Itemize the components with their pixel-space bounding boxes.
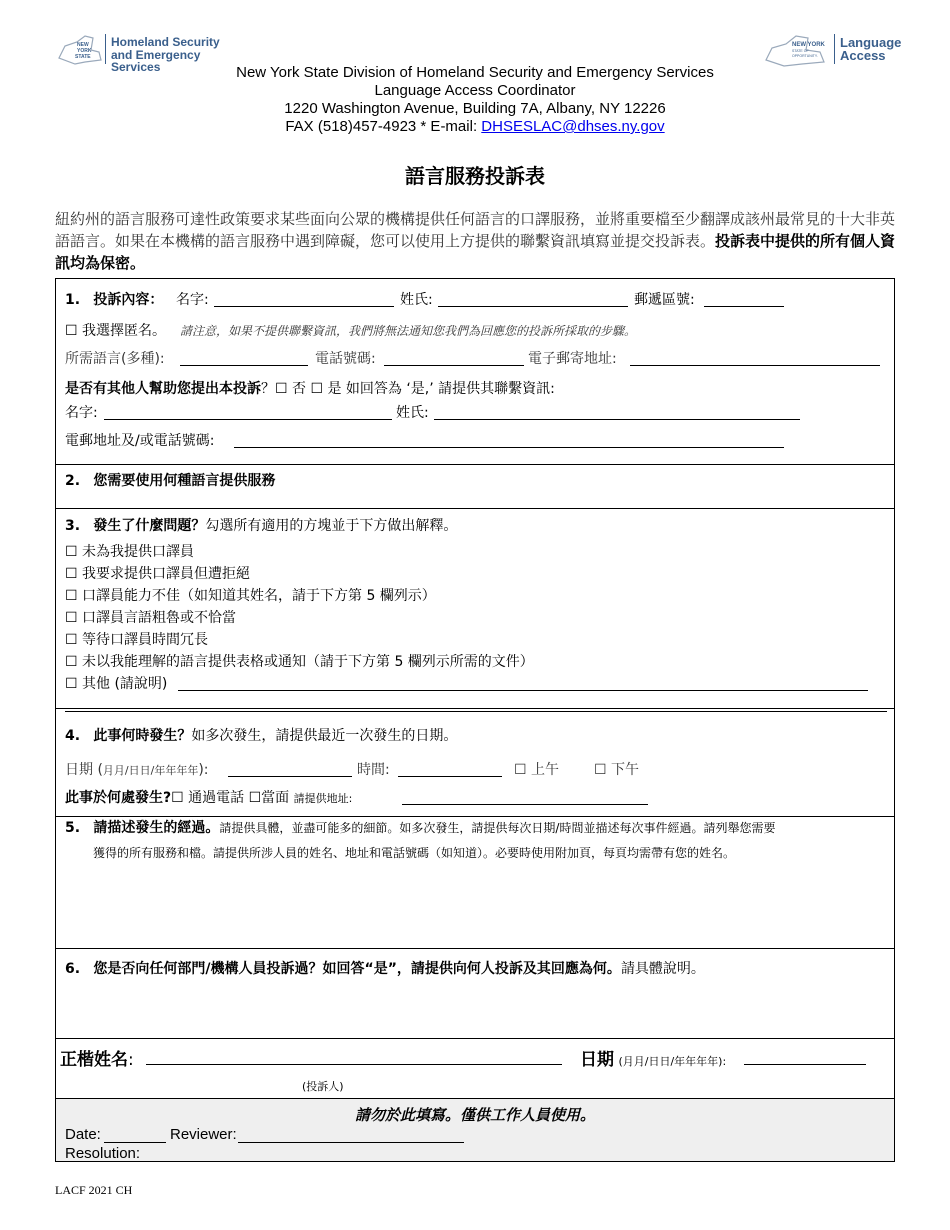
- new-york-state-map-icon: [55, 32, 105, 68]
- svg-text:NEW YORK: NEW YORK: [792, 42, 825, 48]
- svg-text:OPPORTUNITY.: OPPORTUNITY.: [792, 54, 818, 58]
- location-options[interactable]: ☐ 通過電話 ☐當面: [171, 790, 290, 806]
- section-5-instructions-1: 請提供具體，並盡可能多的細節。如多次發生，請提供每次日期/時間並描述每次事件經過。請列舉您需要: [219, 821, 776, 835]
- issue-checkbox[interactable]: ☐ 我要求提供口譯員但遭拒絕: [65, 566, 251, 582]
- date-label-text: 日期 (: [65, 762, 103, 778]
- zip-field[interactable]: [704, 292, 784, 307]
- email-link[interactable]: DHSESLAC@dhses.ny.gov: [481, 118, 665, 135]
- fax-text: FAX (518)457-4923 * E-mail:: [285, 118, 482, 135]
- first-name-label: 名字:: [176, 292, 209, 308]
- phone-label: 電話號碼:: [315, 351, 376, 367]
- address-label: 請提供地址:: [293, 792, 353, 805]
- svg-text:STATE OF: STATE OF: [792, 49, 809, 53]
- logo-left-line1: Homeland Security: [111, 35, 220, 49]
- prior-complaint-area[interactable]: [60, 982, 890, 1034]
- reviewer-label: Reviewer:: [170, 1126, 237, 1143]
- location-question-text: 此事於何處發生?: [65, 790, 172, 806]
- issue-checkbox-other[interactable]: ☐ 其他 (請說明): [65, 676, 168, 692]
- location-question: [65, 787, 352, 807]
- section-1-title: 投訴內容：: [93, 292, 164, 308]
- divider: [55, 948, 895, 949]
- issue-checkbox[interactable]: ☐ 等待口譯員時間冗長: [65, 632, 209, 648]
- office-use-heading: 請勿於此填寫。僅供工作人員使用。: [354, 1106, 595, 1124]
- date-format: 月月/日日/年年年年: [102, 764, 199, 777]
- logo-right-line1: Language: [840, 35, 902, 50]
- helper-first-name-label: 名字:: [65, 405, 98, 421]
- date-label-end: ):: [198, 762, 209, 778]
- sign-date-format: (月月/日日/年年年年):: [618, 1055, 727, 1068]
- issue-checkbox[interactable]: ☐ 未為我提供口譯員: [65, 544, 195, 560]
- sign-date-label: [580, 1045, 726, 1070]
- section-1-number: 1.: [65, 292, 81, 308]
- explanation-line[interactable]: [65, 697, 887, 712]
- helper-contact-field[interactable]: [234, 433, 784, 448]
- section-4-number: 4.: [65, 728, 81, 744]
- divider: [55, 508, 895, 509]
- anonymous-note: 請注意，如果不提供聯繫資訊，我們將無法通知您我們為回應您的投訴所採取的步驟。: [180, 324, 637, 338]
- section-4-header: [65, 725, 457, 745]
- email-label: 電子郵寄地址:: [528, 351, 617, 367]
- zip-label: 郵遞區號:: [634, 292, 695, 308]
- language-access-logo: [762, 32, 902, 68]
- logo-left-line2: and Emergency Services: [111, 48, 201, 74]
- section-2-header: [65, 470, 275, 490]
- issue-checkbox[interactable]: ☐ 口譯員能力不佳（如知道其姓名，請于下方第 5 欄列示）: [65, 588, 436, 604]
- section-6-number: 6.: [65, 961, 81, 977]
- phone-field[interactable]: [384, 351, 524, 366]
- other-explanation-field[interactable]: [178, 676, 868, 691]
- divider: [55, 1038, 895, 1039]
- section-5-header: [65, 817, 775, 837]
- section-2-number: 2.: [65, 473, 81, 489]
- coordinator-title: Language Access Coordinator: [374, 82, 576, 99]
- incident-time-field[interactable]: [398, 762, 502, 777]
- section-6-header: [65, 958, 705, 978]
- anonymous-checkbox[interactable]: ☐ 我選擇匿名。: [65, 323, 167, 339]
- print-name-label: [60, 1045, 134, 1070]
- time-label: 時間:: [357, 762, 390, 778]
- section-3-number: 3.: [65, 518, 81, 534]
- section-3-title: 發生了什麼問題？: [93, 518, 206, 534]
- intro-text: 紐約州的語言服務可達性政策要求某些面向公眾的機構提供任何語言的口譯服務，並將重要檔至少翻譯成該州最常見的十大非英語語言。如果在本機構的語言服務中遇到障礙，您可以使用上方提供的聯繫資訊填寫並提交投訴表。: [55, 210, 896, 250]
- section-1-header: [65, 289, 163, 309]
- office-date-label: Date:: [65, 1126, 101, 1143]
- section-4-instructions: 如多次發生，請提供最近一次發生的日期。: [191, 728, 458, 744]
- agency-address: 1220 Washington Avenue, Building 7A, Albany, NY 12226: [284, 100, 666, 117]
- helper-first-name-field[interactable]: [104, 405, 392, 420]
- description-area[interactable]: [60, 866, 890, 944]
- help-options[interactable]: ？☐ 否 ☐ 是 如回答為 ‘是,’ 請提供其聯繫資訊:: [261, 381, 555, 397]
- helper-contact-label: 電郵地址及/或電話號碼:: [65, 433, 215, 449]
- complainant-caption: (投訴人): [302, 1080, 344, 1093]
- print-name-colon: :: [128, 1050, 134, 1070]
- date-label: [65, 759, 209, 779]
- agency-header: [0, 64, 950, 136]
- language-label: 所需語言(多種):: [65, 351, 165, 367]
- contact-line: [0, 118, 950, 136]
- issue-checkbox[interactable]: ☐ 未以我能理解的語言提供表格或通知（請于下方第 5 欄列示所需的文件）: [65, 654, 534, 670]
- help-question-text: 是否有其他人幫助您提出本投訴: [65, 381, 261, 397]
- last-name-field[interactable]: [438, 292, 628, 307]
- reviewer-field[interactable]: [238, 1128, 464, 1143]
- am-checkbox[interactable]: ☐ 上午: [514, 762, 560, 778]
- sign-date-label-text: 日期: [580, 1050, 614, 1070]
- intro-paragraph: [55, 208, 897, 274]
- new-york-state-map-icon: [762, 32, 832, 68]
- section-5-number: 5.: [65, 820, 81, 836]
- svg-text:STATE: STATE: [75, 54, 91, 60]
- logo-right-line2: Access: [840, 48, 886, 63]
- office-date-field[interactable]: [104, 1128, 166, 1143]
- last-name-label: 姓氏:: [400, 292, 433, 308]
- print-name-label-text: 正楷姓名: [60, 1050, 128, 1070]
- helper-last-name-label: 姓氏:: [396, 405, 429, 421]
- intro-confidential: 投訴表中提供的所有個人資訊均為保密。: [55, 232, 896, 272]
- first-name-field[interactable]: [214, 292, 394, 307]
- dhses-logo: [55, 32, 235, 74]
- print-name-field[interactable]: [146, 1048, 562, 1065]
- incident-date-field[interactable]: [228, 762, 352, 777]
- section-5-instructions-2: 獲得的所有服務和檔。請提供所涉人員的姓名、地址和電話號碼（如知道）。必要時使用附加頁，每頁均需帶有您的姓名。: [93, 846, 736, 860]
- resolution-label: Resolution:: [65, 1145, 141, 1162]
- section-6-title: 您是否向任何部門/機構人員投訴過？如回答“是”，請提供向何人投訴及其回應為何。: [93, 961, 621, 977]
- email-field[interactable]: [630, 351, 880, 366]
- divider: [55, 464, 895, 465]
- svg-text:YORK: YORK: [77, 48, 92, 54]
- section-3-header: [65, 515, 457, 535]
- language-field[interactable]: [180, 351, 308, 366]
- helper-last-name-field[interactable]: [434, 405, 800, 420]
- agency-name: New York State Division of Homeland Security and Emergency Services: [236, 64, 714, 81]
- section-4-title: 此事何時發生？: [93, 728, 192, 744]
- section-5-title: 請描述發生的經過。: [93, 820, 220, 836]
- logo-state-word: NEW: [77, 42, 89, 48]
- issue-checkbox[interactable]: ☐ 口譯員言語粗魯或不恰當: [65, 610, 237, 626]
- pm-checkbox[interactable]: ☐ 下午: [594, 762, 640, 778]
- resolution-field[interactable]: [146, 1147, 500, 1162]
- form-title: 語言服務投訴表: [405, 164, 545, 188]
- section-6-tail: 請具體說明。: [620, 961, 705, 977]
- section-2-title: 您需要使用何種語言提供服務: [93, 473, 276, 489]
- sign-date-field[interactable]: [744, 1048, 866, 1065]
- help-question: [65, 378, 555, 398]
- form-code: LACF 2021 CH: [55, 1183, 133, 1197]
- section-3-instructions: 勾選所有適用的方塊並于下方做出解釋。: [205, 518, 458, 534]
- incident-address-field[interactable]: [402, 790, 648, 805]
